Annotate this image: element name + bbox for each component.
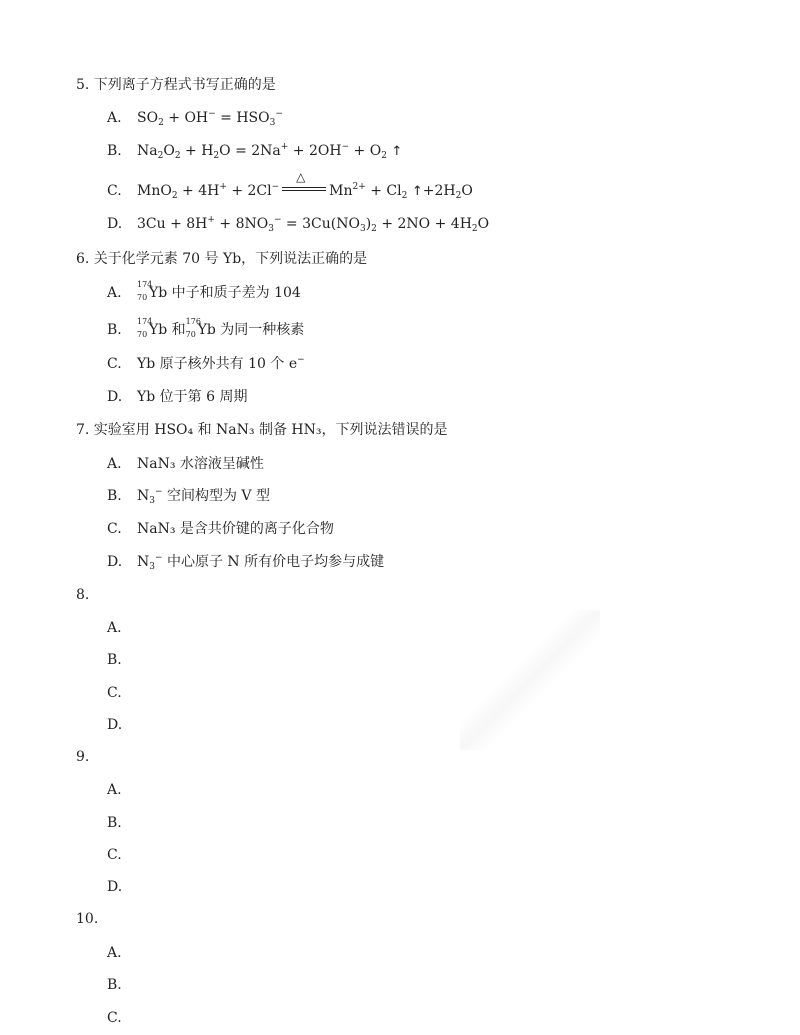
- question-7-option-b: B. $N_3^-$ 空间构型为 V 型: [107, 487, 270, 506]
- question-5-stem: 5. 下列离子方程式书写正确的是: [76, 77, 276, 93]
- question-10-option-c: C.: [107, 1010, 122, 1026]
- equation-a: $SO_2 + OH^- = HSO_3^-$: [137, 109, 283, 128]
- question-9-option-d: D.: [107, 879, 123, 895]
- heating-condition-icon: △: [282, 181, 326, 195]
- option-label: D.: [107, 216, 123, 232]
- question-10-option-b: B.: [107, 977, 122, 993]
- gas-arrow-icon: ↑: [411, 184, 423, 199]
- equation-b: $Na_2O_2 + H_2O = 2Na^+ + 2OH^- + O_2$ ↑: [137, 142, 403, 161]
- isotope-notation: 174 70: [137, 317, 153, 339]
- question-8-number: 8.: [76, 587, 90, 603]
- option-label: A.: [107, 110, 122, 126]
- isotope-notation: 176 70: [185, 317, 201, 339]
- question-7-option-d: D. $N_3^-$ 中心原子 N 所有价电子均参与成键: [107, 553, 385, 572]
- option-label: A.: [107, 285, 122, 301]
- question-8-option-d: D.: [107, 717, 123, 733]
- question-7-option-c: C. NaN₃ 是含共价键的离子化合物: [107, 521, 334, 537]
- option-label: B.: [107, 322, 122, 338]
- scan-smudge: [460, 610, 600, 750]
- option-label: B.: [107, 488, 122, 504]
- question-8-option-b: B.: [107, 652, 122, 668]
- question-6-option-a: A. 174 70 Yb 中子和质子差为 104: [107, 280, 301, 302]
- option-label: C.: [107, 521, 122, 537]
- question-6-option-b: B. 174 70 Yb 和 176 70 Yb 为同一种核素: [107, 317, 305, 339]
- question-9-option-c: C.: [107, 847, 122, 863]
- question-5-option-c: [107, 170, 473, 201]
- question-9-option-b: B.: [107, 815, 122, 831]
- question-8-option-a: A.: [107, 620, 122, 636]
- option-label: B.: [107, 143, 122, 159]
- option-label: C.: [107, 183, 122, 199]
- question-6-option-c: C. Yb 原子核外共有 10 个 e−: [107, 355, 305, 372]
- question-10-number: 10.: [76, 911, 99, 927]
- question-9-number: 9.: [76, 749, 90, 765]
- question-6-stem: 6. 关于化学元素 70 号 Yb，下列说法正确的是: [76, 251, 368, 267]
- question-7-stem: 7. 实验室用 HSO₄ 和 NaN₃ 制备 HN₃，下列说法错误的是: [76, 422, 448, 438]
- question-9-option-a: A.: [107, 782, 122, 798]
- equation-d: $3Cu + 8H^+ + 8NO_3^- = 3Cu(NO_3)_2 + 2NO + 4H_2O$: [137, 215, 490, 234]
- option-label: C.: [107, 356, 122, 372]
- option-label: D.: [107, 554, 123, 570]
- equation-c: MnO$_2$ + 4H+ + 2Cl− △ $Mn^{2+} + Cl_2$ $↑+2H_2O$: [137, 170, 473, 201]
- question-5-option-a: [107, 110, 283, 126]
- question-5-option-d: [107, 216, 489, 232]
- option-label: D.: [107, 389, 123, 405]
- question-7-option-a: A. NaN₃ 水溶液呈碱性: [107, 456, 264, 472]
- question-5-option-b: [107, 143, 402, 159]
- option-label: A.: [107, 456, 122, 472]
- question-8-option-c: C.: [107, 685, 122, 701]
- isotope-notation: 174 70: [137, 280, 153, 302]
- gas-arrow-icon: ↑: [391, 144, 403, 159]
- question-6-option-d: D. Yb 位于第 6 周期: [107, 389, 248, 405]
- question-10-option-a: A.: [107, 945, 122, 961]
